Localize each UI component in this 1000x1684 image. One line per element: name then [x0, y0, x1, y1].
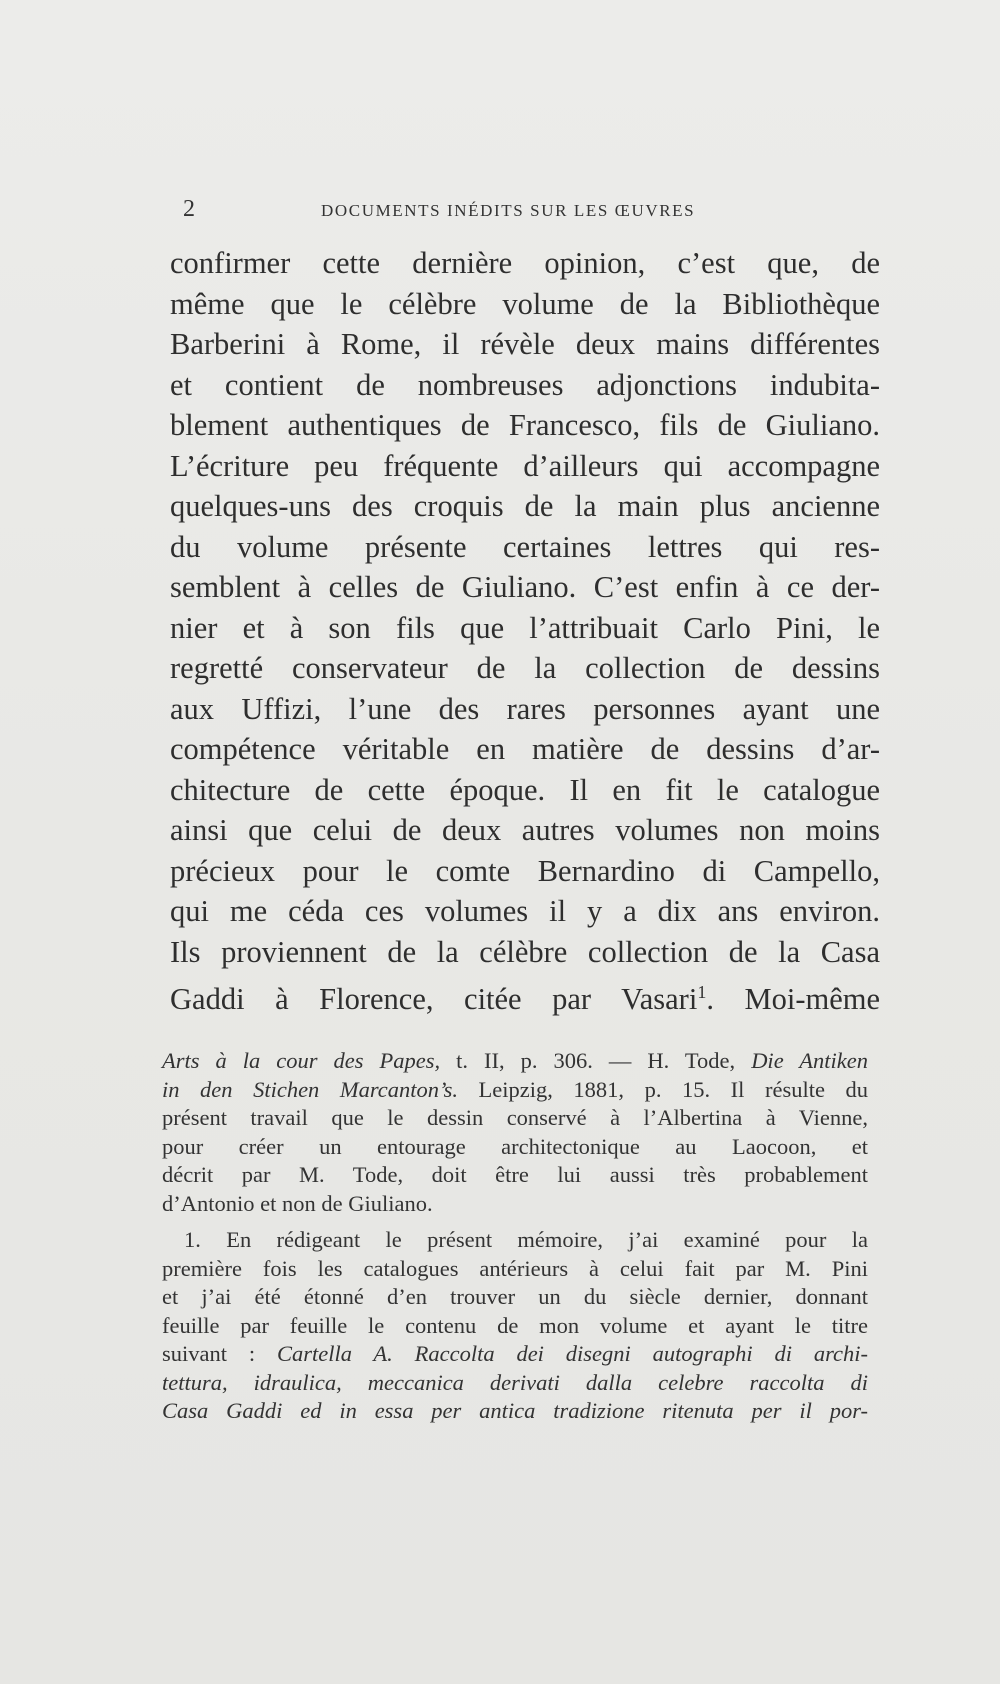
text-line-last [170, 972, 881, 1017]
running-title: DOCUMENTS INÉDITS SUR LES ŒUVRES [321, 201, 696, 220]
footnote-1-line: et j’ai été étonné d’en trouver un du siècle dernier, donnant [162, 1284, 868, 1309]
text-line: quelques-uns des croquis de la main plus ancienne [170, 489, 880, 523]
footnote-line: décrit par M. Tode, doit être lui aussi très probablement [162, 1162, 868, 1187]
footnote-line: présent travail que le dessin conservé à l’Albertina à Vienne, [162, 1105, 868, 1130]
footnote-1-line [162, 1340, 868, 1369]
text-line: chitecture de cette époque. Il en fit le catalogue [170, 772, 880, 807]
page-number: 2 [183, 196, 195, 222]
last-line-text: Gaddi à Florence, citée par Vasari [170, 982, 698, 1017]
text-line: regretté conservateur de la collection de dessins [170, 651, 880, 685]
footnote-italic: in den Stichen Marcanton’s. [162, 1076, 458, 1102]
text-line: aux Uffizi, l’une des rares personnes ayant une [170, 691, 880, 726]
footnote-1-line: première fois les catalogues antérieurs à celui fait par M. Pini [162, 1255, 868, 1281]
footnote-roman: t. II, p. 306. — H. Tode, [440, 1048, 752, 1073]
footnote-1-line: Casa Gaddi ed in essa per antica tradizione ritenuta per il por- [162, 1398, 868, 1423]
footnote-1-line: 1. En rédigeant le présent mémoire, j’ai examiné pour la [184, 1227, 868, 1252]
footnote-1-line: tettura, idraulica, meccanica derivati dalla celebre raccolta di [162, 1369, 868, 1395]
last-line-text-end: . Moi-même [706, 982, 881, 1017]
text-line: Ils proviennent de la célèbre collection de la Casa [170, 934, 880, 969]
text-line: confirmer cette dernière opinion, c’est que, de [170, 246, 880, 280]
footnote-roman: suivant : [162, 1341, 277, 1366]
text-line: nier et à son fils que l’attribuait Carlo Pini, le [170, 610, 880, 645]
footnote-1-line: feuille par feuille le contenu de mon volume et ayant le titre [162, 1312, 868, 1338]
footnote-italic: Arts à la cour des Papes, [162, 1048, 441, 1073]
text-line: compétence véritable en matière de dessins d’ar- [170, 732, 880, 766]
footnote-roman: Leipzig, 1881, p. 15. Il résulte du [457, 1076, 868, 1102]
footnote-reference[interactable]: 1 [697, 982, 707, 1002]
footnote-italic: Cartella A. Raccolta dei disegni autographi di archi- [276, 1341, 868, 1366]
text-line: L’écriture peu fréquente d’ailleurs qui accompagne [170, 448, 880, 483]
text-line: Barberini à Rome, il révèle deux mains différentes [170, 327, 880, 361]
footnote-italic: Die Antiken [751, 1048, 868, 1073]
footnote-line [162, 1076, 868, 1105]
text-line: blement authentiques de Francesco, fils de Giuliano. [170, 408, 880, 442]
text-line: du volume présente certaines lettres qui res- [170, 529, 880, 564]
main-text [170, 243, 881, 1017]
footnote-line: pour créer un entourage architectonique au Laocoon, et [162, 1133, 868, 1159]
text-line: qui me céda ces volumes il y a dix ans environ. [170, 894, 880, 928]
running-head [183, 196, 883, 226]
footnotes [162, 1047, 868, 1426]
text-line: même que le célèbre volume de la Bibliothèque [170, 286, 880, 321]
footnote-line [162, 1047, 868, 1076]
text-line: et contient de nombreuses adjonctions indubita- [170, 367, 880, 402]
footnote-line: d’Antonio et non de Giuliano. [162, 1190, 433, 1216]
text-line: semblent à celles de Giuliano. C’est enfin à ce der- [170, 570, 880, 604]
text-line: ainsi que celui de deux autres volumes non moins [170, 813, 880, 847]
text-line: précieux pour le comte Bernardino di Campello, [170, 853, 880, 888]
